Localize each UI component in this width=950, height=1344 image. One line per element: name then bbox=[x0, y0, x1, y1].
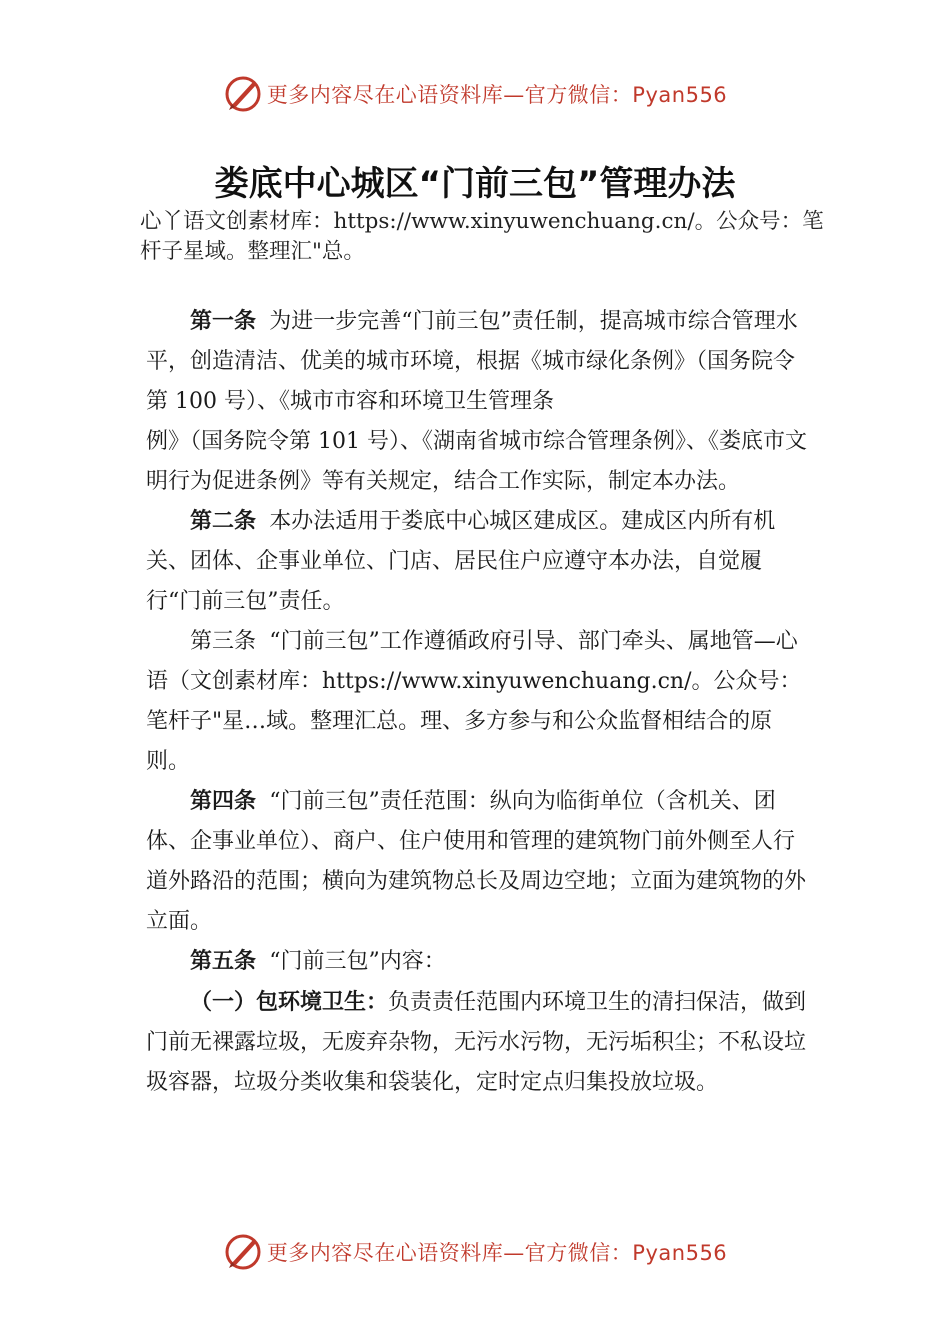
article-label: 第五条 bbox=[190, 949, 257, 974]
pen-logo-icon bbox=[223, 1232, 263, 1272]
document-title: 娄底中心城区“门前三包”管理办法 bbox=[214, 164, 736, 204]
article-text: 为进一步完善“门前三包”责任制，提高城市综合管理水平，创造清洁、优美的城市环境，根据《城市绿化条例》（国务院令第 100 号）、《城市市容和环境卫生管理条 bbox=[146, 309, 798, 414]
article-text: 例》（国务院令第 101 号）、《湖南省城市综合管理条例》、《娄底市文明行为促进条例》等有关规定，结合工作实际，制定本办法。 bbox=[146, 429, 807, 494]
article-3 bbox=[146, 622, 810, 782]
article-5-item-1 bbox=[146, 982, 810, 1103]
article-1-continued bbox=[146, 422, 810, 502]
banner-text: 更多内容尽在心语资料库—官方微信：Pyan556 bbox=[266, 1241, 728, 1265]
article-text: “门前三包”工作遵循政府引导、部门牵头、属地管—心语（文创素材库：https://www.xinyuwenchuang.cn/。公众号：笔杆子"星…域。整理汇总。理、多方参与和公众监督相结合的原则。 bbox=[146, 629, 802, 774]
pen-logo-icon bbox=[223, 74, 263, 114]
source-note: 心丫语文创素材库：https://www.xinyuwenchuang.cn/。公众号：笔杆子星域。整理汇"总。 bbox=[140, 209, 824, 264]
article-text: “门前三包”责任范围：纵向为临街单位（含机关、团体、企事业单位）、商户、住户使用和管理的建筑物门前外侧至人行道外路沿的范围；横向为建筑物总长及周边空地；立面为建筑物的外立面。 bbox=[146, 789, 807, 934]
header-banner bbox=[0, 72, 950, 116]
footer-banner bbox=[0, 1230, 950, 1274]
article-5 bbox=[146, 942, 810, 982]
article-label: 第二条 bbox=[190, 509, 257, 534]
article-4 bbox=[146, 782, 810, 942]
article-label: 第一条 bbox=[190, 309, 257, 334]
item-label: （一）包环境卫生： bbox=[190, 989, 389, 1015]
article-2 bbox=[146, 502, 810, 622]
item-text: 负责责任范围内环境卫生的清扫保洁，做到门前无裸露垃圾，无废弃杂物，无污水污物，无污垢积尘；不私设垃圾容器，垃圾分类收集和袋装化，定时定点归集投放垃圾。 bbox=[146, 990, 807, 1095]
article-label: 第四条 bbox=[190, 789, 257, 814]
banner-text: 更多内容尽在心语资料库—官方微信：Pyan556 bbox=[266, 83, 728, 107]
document-body bbox=[146, 302, 810, 1103]
article-label: 第三条 bbox=[190, 629, 257, 654]
article-1 bbox=[146, 302, 810, 422]
article-text: “门前三包”内容： bbox=[269, 949, 446, 974]
article-text: 本办法适用于娄底中心城区建成区。建成区内所有机关、团体、企事业单位、门店、居民住户应遵守本办法，自觉履行“门前三包”责任。 bbox=[146, 509, 776, 614]
